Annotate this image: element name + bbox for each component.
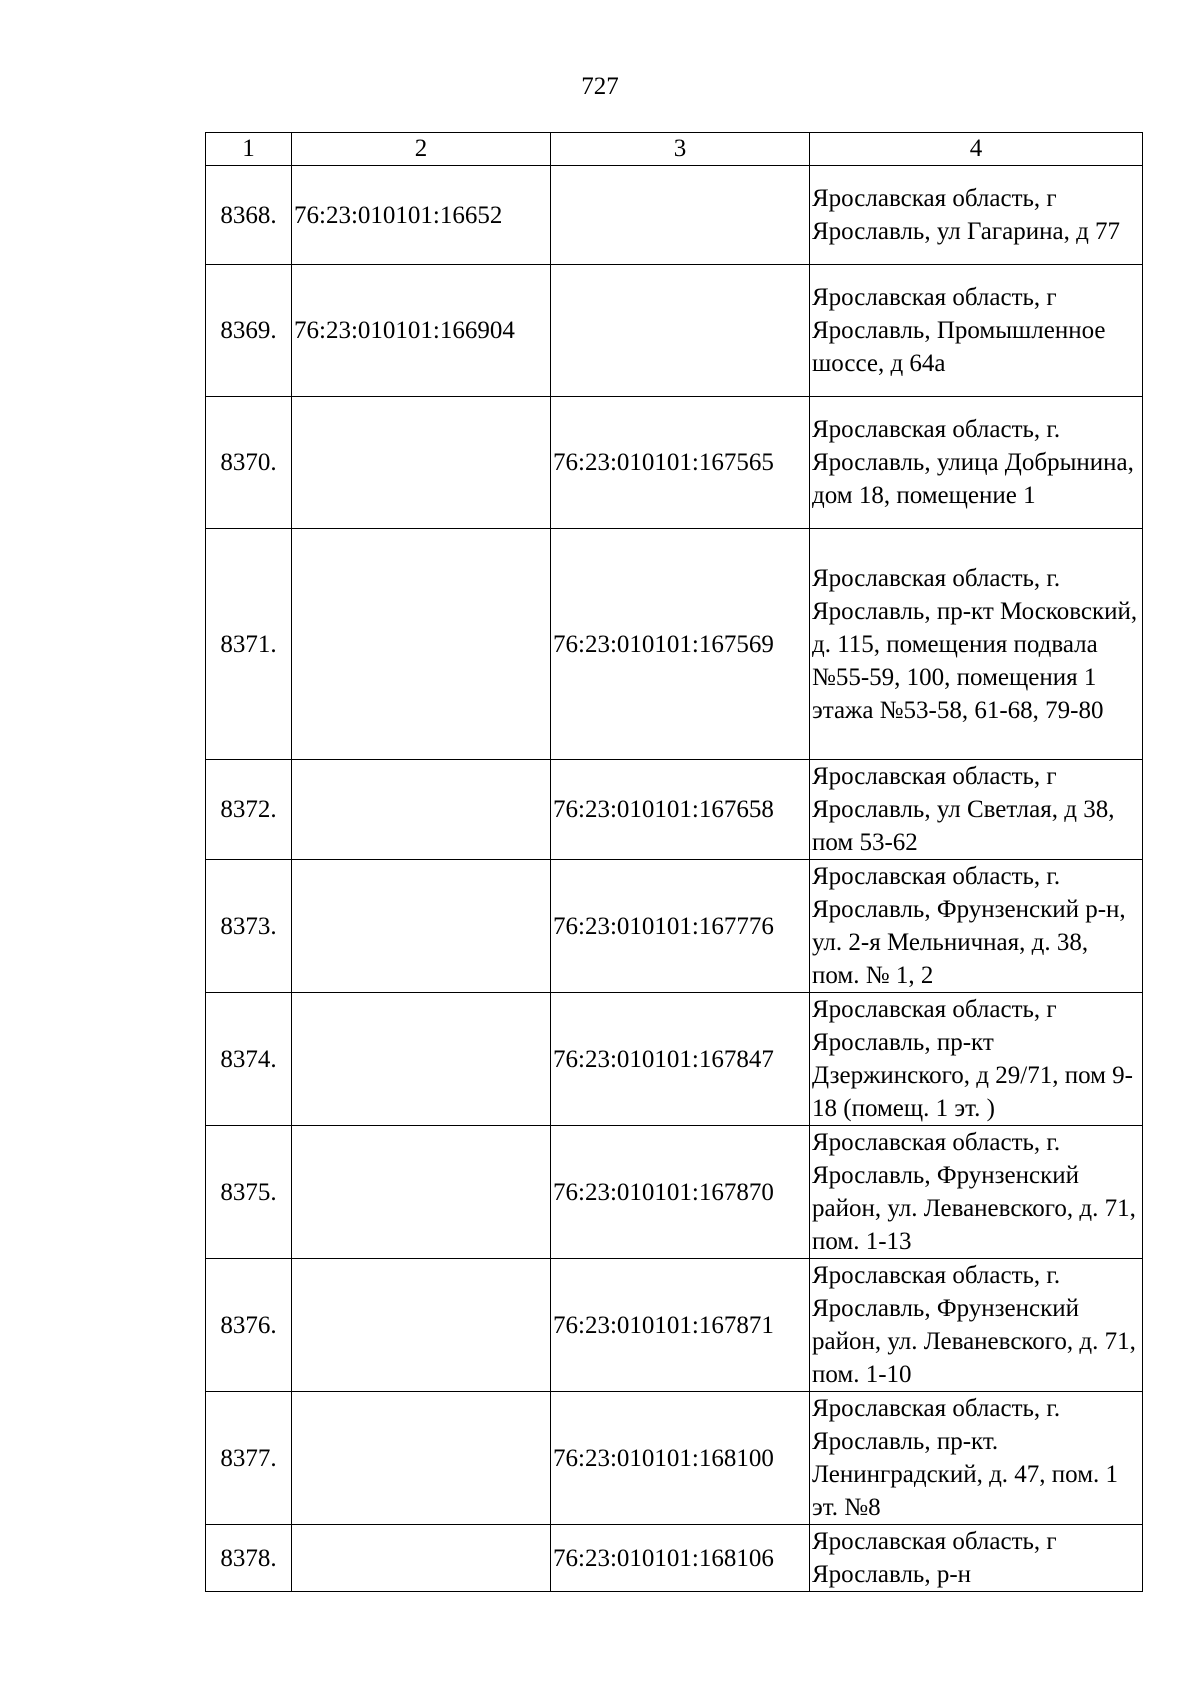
- cadastral-number-col2: [292, 860, 551, 993]
- cadastral-number-col2: [292, 1392, 551, 1525]
- cadastral-number-col2: [292, 397, 551, 529]
- address-cell: Ярославская область, г. Ярославль, Фрунзенский район, ул. Леваневского, д. 71, пом. 1-13: [810, 1126, 1143, 1259]
- address-cell: Ярославская область, г. Ярославль, пр-кт. Ленинградский, д. 47, пом. 1 эт. №8: [810, 1392, 1143, 1525]
- address-cell: Ярославская область, г Ярославль, пр-кт Дзержинского, д 29/71, пом 9-18 (помещ. 1 эт. ): [810, 993, 1143, 1126]
- row-number: 8377.: [206, 1392, 292, 1525]
- table-row: [206, 1392, 1143, 1525]
- table-row: [206, 166, 1143, 265]
- cadastral-number-col2: [292, 1126, 551, 1259]
- table-row: [206, 529, 1143, 760]
- column-header-2: 2: [292, 133, 551, 166]
- cadastral-number-col3: 76:23:010101:167776: [551, 860, 810, 993]
- table-row: [206, 860, 1143, 993]
- cadastral-number-col3: 76:23:010101:167847: [551, 993, 810, 1126]
- cadastral-number-col2: [292, 1259, 551, 1392]
- address-cell: Ярославская область, г. Ярославль, улица Добрынина, дом 18, помещение 1: [810, 397, 1143, 529]
- cadastral-number-col3: 76:23:010101:167565: [551, 397, 810, 529]
- table-row: [206, 1126, 1143, 1259]
- cadastral-number-col3: 76:23:010101:167871: [551, 1259, 810, 1392]
- address-cell: Ярославская область, г Ярославль, ул Светлая, д 38, пом 53-62: [810, 760, 1143, 860]
- table-row: [206, 760, 1143, 860]
- cadastral-number-col3: [551, 166, 810, 265]
- cadastral-number-col2: 76:23:010101:16652: [292, 166, 551, 265]
- address-cell: Ярославская область, г. Ярославль, Фрунзенский р-н, ул. 2-я Мельничная, д. 38, пом. № 1, 2: [810, 860, 1143, 993]
- cadastral-number-col3: 76:23:010101:167870: [551, 1126, 810, 1259]
- row-number: 8374.: [206, 993, 292, 1126]
- row-number: 8370.: [206, 397, 292, 529]
- table-row: [206, 397, 1143, 529]
- cadastral-number-col3: 76:23:010101:167658: [551, 760, 810, 860]
- column-header-4: 4: [810, 133, 1143, 166]
- cadastral-number-col2: [292, 993, 551, 1126]
- row-number: 8371.: [206, 529, 292, 760]
- row-number: 8372.: [206, 760, 292, 860]
- cadastral-number-col3: 76:23:010101:168100: [551, 1392, 810, 1525]
- column-header-1: 1: [206, 133, 292, 166]
- column-header-3: 3: [551, 133, 810, 166]
- cadastral-number-col3: 76:23:010101:168106: [551, 1525, 810, 1592]
- row-number: 8369.: [206, 265, 292, 397]
- table-row: [206, 1525, 1143, 1592]
- registry-table: [205, 132, 1143, 1592]
- address-cell: Ярославская область, г Ярославль, р-н: [810, 1525, 1143, 1592]
- table-header-row: [206, 133, 1143, 166]
- address-cell: Ярославская область, г. Ярославль, Фрунзенский район, ул. Леваневского, д. 71, пом. 1-10: [810, 1259, 1143, 1392]
- address-cell: Ярославская область, г. Ярославль, пр-кт Московский, д. 115, помещения подвала №55-59, 100, помещения 1 этажа №53-58, 61-68, 79-80: [810, 529, 1143, 760]
- row-number: 8373.: [206, 860, 292, 993]
- row-number: 8375.: [206, 1126, 292, 1259]
- row-number: 8378.: [206, 1525, 292, 1592]
- cadastral-number-col2: [292, 529, 551, 760]
- row-number: 8368.: [206, 166, 292, 265]
- cadastral-number-col2: [292, 760, 551, 860]
- table-row: [206, 993, 1143, 1126]
- cadastral-number-col3: [551, 265, 810, 397]
- page-number: 727: [581, 73, 619, 100]
- table-row: [206, 265, 1143, 397]
- address-cell: Ярославская область, г Ярославль, Промышленное шоссе, д 64а: [810, 265, 1143, 397]
- row-number: 8376.: [206, 1259, 292, 1392]
- cadastral-number-col2: [292, 1525, 551, 1592]
- cadastral-number-col3: 76:23:010101:167569: [551, 529, 810, 760]
- table-row: [206, 1259, 1143, 1392]
- address-cell: Ярославская область, г Ярославль, ул Гагарина, д 77: [810, 166, 1143, 265]
- cadastral-number-col2: 76:23:010101:166904: [292, 265, 551, 397]
